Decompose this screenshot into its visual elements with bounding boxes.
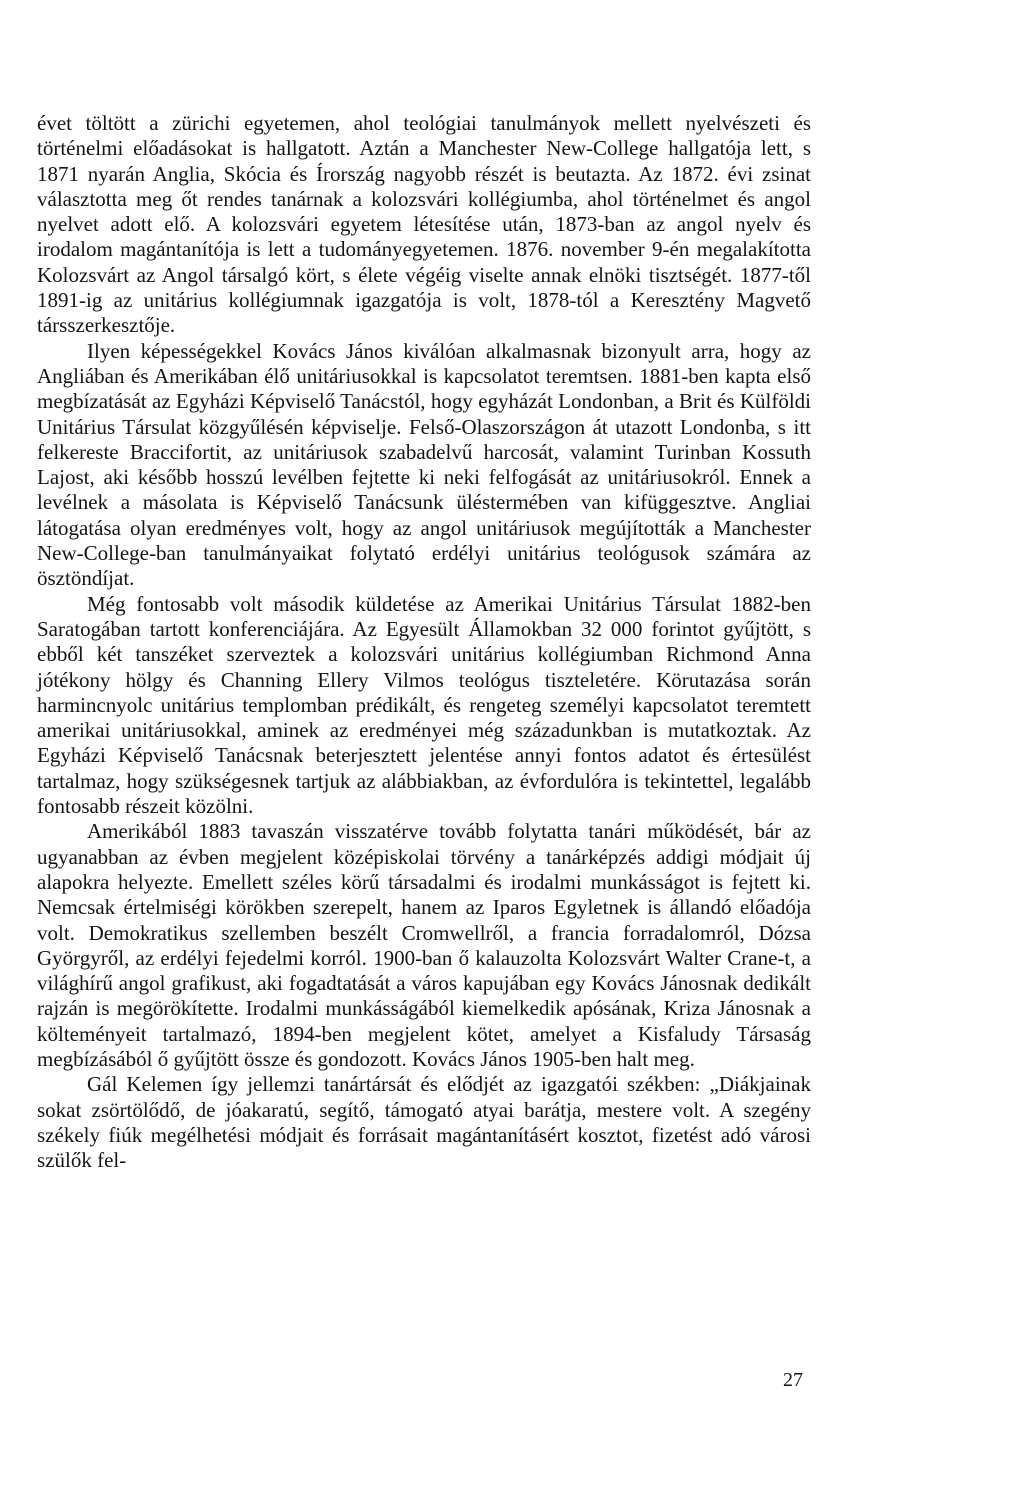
page-number: 27	[783, 1369, 803, 1391]
paragraph-2: Ilyen képességekkel Kovács János kiválóan alkalmasnak bizonyult arra, hogy az Angliában és Amerikában élő unitáriusokkal is kapcsolatot teremtsen. 1881-ben kapta első megbízatását az Egyházi Képviselő Tanácstól, hogy egyházát Londonban, a Brit és Külföldi Unitárius Társulat közgyűlésén képviselje. Felső-Olaszországon át utazott Londonba, s itt felkereste Braccifortit, az unitáriusok szabadelvű harcosát, valamint Turinban Kossuth Lajost, aki később hosszú levélben fejtette ki neki felfogását az unitáriusokról. Ennek a levélnek a másolata is Képviselő Tanácsunk üléstermében van kifüggesztve. Angliai látogatása olyan eredményes volt, hogy az angol unitáriusok megújították a Manchester New-College-ban tanulmányaikat folytató erdélyi unitárius teológusok számára az ösztöndíjat.	[37, 338, 811, 591]
paragraph-1: évet töltött a zürichi egyetemen, ahol teológiai tanulmányok mellett nyelvészeti és történelmi előadásokat is hallgatott. Aztán a Manchester New-College hallgatója lett, s 1871 nyarán Anglia, Skócia és Írország nagyobb részét is beutazta. Az 1872. évi zsinat választotta meg őt rendes tanárnak a kolozsvári kollégiumba, ahol történelmet és angol nyelvet adott elő. A kolozsvári egyetem létesítése után, 1873-ban az angol nyelv és irodalom magántanítója is lett a tudományegyetemen. 1876. november 9-én megalakította Kolozsvárt az Angol társalgó kört, s élete végéig viselte annak elnöki tisztségét. 1877-től 1891-ig az unitárius kollégiumnak igazgatója is volt, 1878-tól a Keresztény Magvető társszerkesztője.	[37, 111, 811, 338]
page-body	[37, 111, 811, 1173]
paragraph-4: Amerikából 1883 tavaszán visszatérve tovább folytatta tanári működését, bár az ugyanabban az évben megjelent középiskolai törvény a tanárképzés addigi módjait új alapokra helyezte. Emellett széles körű társadalmi és irodalmi munkásságot is fejtett ki. Nemcsak értelmiségi körökben szerepelt, hanem az Iparos Egyletnek is állandó előadója volt. Demokratikus szellemben beszélt Cromwellről, a francia forradalomról, Dózsa Györgyről, az erdélyi fejedelmi korról. 1900-ban ő kalauzolta Kolozsvárt Walter Crane-t, a világhírű angol grafikust, aki fogadtatását a város kapujában egy Kovács Jánosnak dedikált rajzán is megörökítette. Irodalmi munkásságából kiemelkedik apósának, Kriza Jánosnak a költeményeit tartalmazó, 1894-ben megjelent kötet, amelyet a Kisfaludy Társaság megbízásából ő gyűjtött össze és gondozott. Kovács János 1905-ben halt meg.	[37, 819, 811, 1071]
paragraph-5: Gál Kelemen így jellemzi tanártársát és elődjét az igazgatói székben: „Diákjainak sokat zsörtölődő, de jóakaratú, segítő, támogató atyai barátja, mestere volt. A szegény székely fiúk megélhetési módjait és forrásait magántanításért kosztot, fizetést adó városi szülők fel-	[37, 1072, 811, 1173]
paragraph-3: Még fontosabb volt második küldetése az Amerikai Unitárius Társulat 1882-ben Saratogában tartott konferenciájára. Az Egyesült Államokban 32 000 forintot gyűjtött, s ebből két tanszéket szerveztek a kolozsvári unitárius kollégiumban Richmond Anna jótékony hölgy és Channing Ellery Vilmos teológus tiszteletére. Körutazása során harmincnyolc unitárius templomban prédikált, és rengeteg személyi kapcsolatot teremtett amerikai unitáriusokkal, aminek az eredményei még századunkban is mutatkoztak. Az Egyházi Képviselő Tanácsnak beterjesztett jelentése annyi fontos adatot és értesülést tartalmaz, hogy szükségesnek tartjuk az alábbiakban, az évfordulóra is tekintettel, legalább fontosabb részeit közölni.	[37, 591, 811, 819]
